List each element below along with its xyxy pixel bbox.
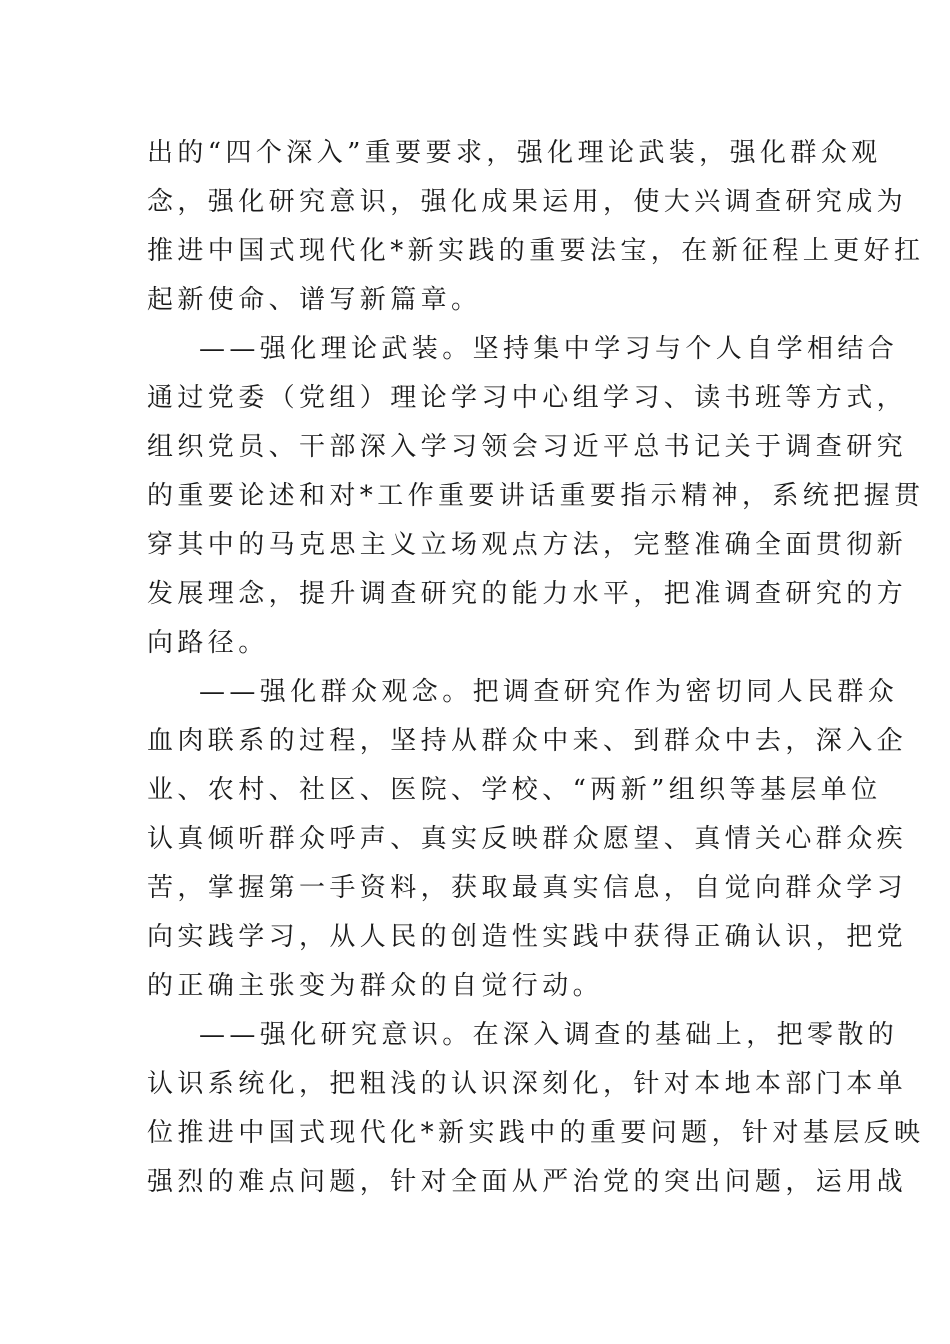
- text-line: ——强化理论武装。坚持集中学习与个人自学相结合: [199, 334, 899, 364]
- text-line: 的重要论述和对*工作重要讲话重要指示精神，系统把握贯: [147, 481, 925, 511]
- text-line: 认真倾听群众呼声、真实反映群众愿望、真情关心群众疾: [147, 824, 908, 854]
- paragraph-theory-armament: [147, 325, 925, 668]
- paragraph-research-awareness: [147, 1011, 925, 1207]
- text-line: 念，强化研究意识，强化成果运用，使大兴调查研究成为: [147, 187, 908, 217]
- paragraph-intro-continuation: [147, 129, 925, 325]
- paragraph-mass-concept: [147, 668, 908, 1011]
- document-body: [147, 129, 925, 1207]
- text-line: 推进中国式现代化*新实践的重要法宝，在新征程上更好扛: [147, 236, 925, 266]
- text-line: 通过党委（党组）理论学习中心组学习、读书班等方式，: [147, 383, 908, 413]
- text-line: 出的“四个深入”重要要求，强化理论武装，强化群众观: [147, 138, 882, 168]
- text-line: 穿其中的马克思主义立场观点方法，完整准确全面贯彻新: [147, 530, 908, 560]
- text-line: 认识系统化，把粗浅的认识深刻化，针对本地本部门本单: [147, 1069, 908, 1099]
- text-line: ——强化研究意识。在深入调查的基础上，把零散的: [199, 1020, 899, 1050]
- text-line: 发展理念，提升调查研究的能力水平，把准调查研究的方: [147, 579, 908, 609]
- text-line: 血肉联系的过程，坚持从群众中来、到群众中去，深入企: [147, 726, 908, 756]
- text-line: 起新使命、谱写新篇章。: [147, 285, 482, 315]
- text-line: 业、农村、社区、医院、学校、“两新”组织等基层单位: [147, 775, 882, 805]
- text-line: 组织党员、干部深入学习领会习近平总书记关于调查研究: [147, 432, 908, 462]
- text-line: ——强化群众观念。把调查研究作为密切同人民群众: [199, 677, 899, 707]
- text-line: 向实践学习，从人民的创造性实践中获得正确认识，把党: [147, 922, 908, 952]
- text-line: 位推进中国式现代化*新实践中的重要问题，针对基层反映: [147, 1118, 925, 1148]
- text-line: 苦，掌握第一手资料，获取最真实信息，自觉向群众学习: [147, 873, 908, 903]
- text-line: 向路径。: [147, 628, 269, 658]
- text-line: 强烈的难点问题，针对全面从严治党的突出问题，运用战: [147, 1167, 908, 1197]
- text-line: 的正确主张变为群众的自觉行动。: [147, 971, 604, 1001]
